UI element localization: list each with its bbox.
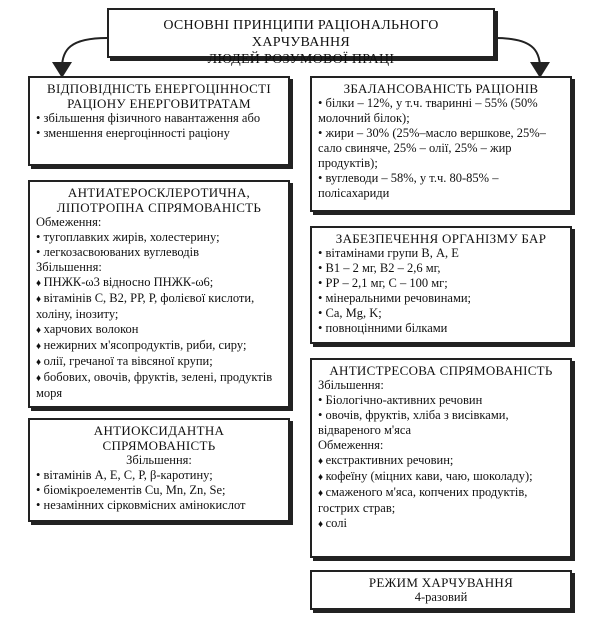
box-bar-supply: [310, 226, 572, 344]
list-item: • тугоплавких жирів, холестерину;: [36, 230, 282, 245]
list-item: ♦ кофеїну (міцних кави, чаю, шоколаду);: [318, 469, 564, 485]
box-heading: ЗБАЛАНСОВАНІСТЬ РАЦІОНІВ: [343, 81, 539, 96]
list-item: ♦ екстрактивних речовин;: [318, 453, 564, 469]
list-item: • Са, Mg, K;: [318, 306, 564, 321]
increase-label: Збільшення:: [36, 260, 102, 274]
increase-label: Збільшення:: [126, 453, 192, 467]
list-item: • вітамінами групи В, А, Е: [318, 246, 564, 261]
list-item: • повноцінними білками: [318, 321, 564, 336]
list-item: ♦ ПНЖК-ω3 відносно ПНЖК-ω6;: [36, 275, 282, 291]
list-item: • РР – 2,1 мг, С – 100 мг;: [318, 276, 564, 291]
title-line-1: ОСНОВНІ ПРИНЦИПИ РАЦІОНАЛЬНОГО ХАРЧУВАННЯ: [163, 18, 439, 50]
box-energy-correspondence: [28, 76, 290, 166]
list-item: • жири – 30% (25%–масло вершкове, 25%–сало свиняче, 25% – олії, 25% – жир продуктів);: [318, 126, 564, 171]
box-heading: РЕЖИМ ХАРЧУВАННЯ: [368, 575, 514, 590]
list-item: ♦ бобових, овочів, фруктів, зелені, продуктів моря: [36, 370, 282, 401]
limit-label: Обмеження:: [318, 438, 384, 452]
list-item: • В1 – 2 мг, В2 – 2,6 мг,: [318, 261, 564, 276]
list-item: ♦ харчових волокон: [36, 322, 282, 338]
list-item: • вітамінів А, Е, С, Р, β-каротину;: [36, 468, 282, 483]
box-antioxidant: [28, 418, 290, 522]
list-item: • біомікроелементів Cu, Mn, Zn, Se;: [36, 483, 282, 498]
box-heading: ЗАБЕЗПЕЧЕННЯ ОРГАНІЗМУ БАР: [335, 231, 547, 246]
list-item: • легкозасвоюваних вуглеводів: [36, 245, 282, 260]
box-heading: ЛІПОТРОПНА СПРЯМОВАНІСТЬ: [56, 200, 262, 215]
box-heading: АНТИАТЕРОСКЛЕРОТИЧНА,: [67, 185, 251, 200]
box-heading: АНТИСТРЕСОВА СПРЯМОВАНІСТЬ: [329, 363, 553, 378]
limit-label: Обмеження:: [36, 215, 102, 229]
list-item: • білки – 12%, у т.ч. тваринні – 55% (50% молочний білок);: [318, 96, 564, 126]
box-subtitle: 4-разовий: [414, 590, 468, 604]
box-antiatherosclerotic: [28, 180, 290, 408]
list-item: • мінеральними речовинами;: [318, 291, 564, 306]
box-meal-regime: [310, 570, 572, 610]
box-balanced-rations: [310, 76, 572, 212]
box-antistress: [310, 358, 572, 558]
list-item: • збільшення фізичного навантаження або: [36, 111, 282, 126]
list-item: ♦ смаженого м'яса, копчених продуктів, гострих страв;: [318, 485, 564, 516]
list-item: ♦ солі: [318, 516, 564, 532]
box-heading: СПРЯМОВАНІСТЬ: [102, 438, 216, 453]
box-heading: АНТИОКСИДАНТНА: [93, 423, 225, 438]
list-item: ♦ вітамінів С, В2, РР, Р, фолієвої кислоти, холіну, інозиту;: [36, 291, 282, 322]
box-heading: РАЦІОНУ ЕНЕРГОВИТРАТАМ: [67, 96, 251, 111]
increase-label: Збільшення:: [318, 378, 384, 392]
list-item: ♦ нежирних м'ясопродуктів, риби, сиру;: [36, 338, 282, 354]
title-line-2: ЛЮДЕЙ РОЗУМОВОЇ ПРАЦІ: [207, 52, 395, 67]
list-item: ♦ олії, гречаної та вівсяної крупи;: [36, 354, 282, 370]
list-item: • незамінних сірковмісних амінокислот: [36, 498, 282, 513]
box-heading: ВІДПОВІДНІСТЬ ЕНЕРГОЦІННОСТІ: [46, 81, 272, 96]
list-item: • Біологічно-активних речовин: [318, 393, 564, 408]
list-item: • овочів, фруктів, хліба з висівками, відвареного м'яса: [318, 408, 564, 438]
diagram-title: [107, 8, 495, 67]
list-item: • зменшення енергоцінності раціону: [36, 126, 282, 141]
list-item: • вуглеводи – 58%, у т.ч. 80-85% – полісахариди: [318, 171, 564, 201]
